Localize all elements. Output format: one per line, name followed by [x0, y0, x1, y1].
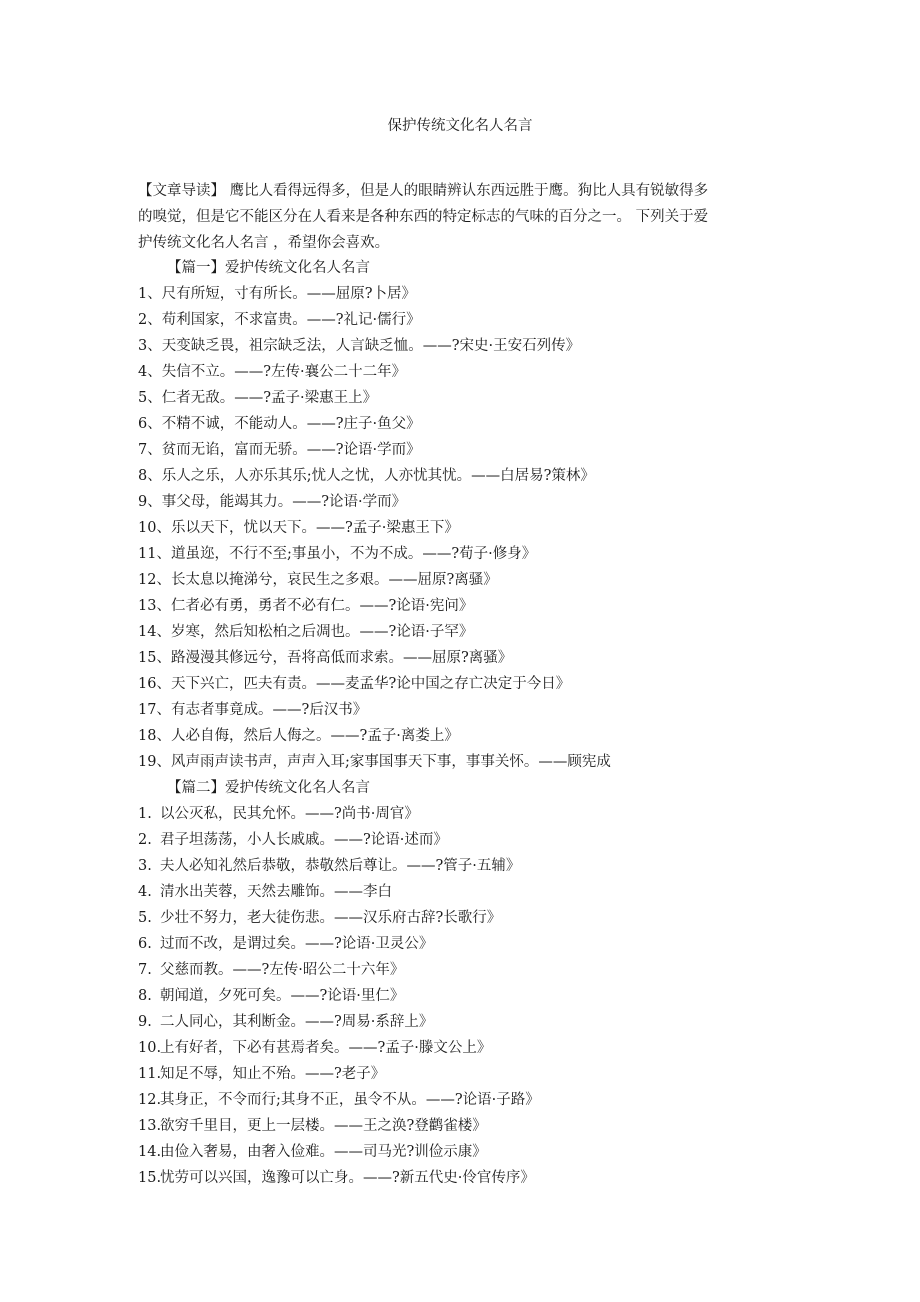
item-text: 道虽迩，不行不至;事虽小，不为不成。——?荀子·修身》 [170, 546, 537, 562]
item-text: 有志者事竟成。——?后汉书》 [170, 702, 368, 718]
quote-item [138, 749, 798, 775]
section-heading-2: 【篇二】爱护传统文化名人名言 [167, 780, 370, 796]
quote-item [138, 333, 798, 359]
quote-item [138, 541, 798, 567]
item-text: 事父母，能竭其力。——?论语·学而》 [161, 494, 407, 510]
item-number: 9. [138, 1014, 152, 1030]
item-text: 君子坦荡荡，小人长戚戚。——?论语·述而》 [160, 832, 448, 848]
quote-item [138, 593, 798, 619]
item-number: 4、 [138, 364, 162, 380]
item-number: 15、 [138, 650, 171, 666]
item-text: 长太息以掩涕兮，哀民生之多艰。——屈原?离骚》 [170, 572, 498, 588]
quote-item [138, 515, 798, 541]
quote-item [138, 489, 798, 515]
item-number: 12、 [138, 572, 171, 588]
item-number: 15. [138, 1170, 162, 1186]
quote-item [138, 437, 798, 463]
item-text: 仁者必有勇，勇者不必有仁。——?论语·宪问》 [170, 598, 474, 614]
item-number: 12. [138, 1092, 162, 1108]
item-number: 1. [138, 806, 152, 822]
quote-item [138, 385, 798, 411]
item-text: 岁寒，然后知松柏之后凋也。——?论语·子罕》 [170, 624, 474, 640]
item-text: 过而不改，是谓过矣。——?论语·卫灵公》 [160, 936, 434, 952]
item-number: 6、 [138, 416, 162, 432]
quote-item [138, 983, 798, 1009]
item-text: 知足不辱，知止不殆。——?老子》 [160, 1066, 386, 1082]
item-number: 8、 [138, 468, 162, 484]
intro-paragraph [138, 178, 788, 256]
item-text: 风声雨声读书声，声声入耳;家事国事天下事，事事关怀。——顾宪成 [170, 754, 611, 770]
item-text: 清水出芙蓉，天然去雕饰。——李白 [160, 884, 392, 900]
item-text: 不精不诚，不能动人。——?庄子·鱼父》 [161, 416, 421, 432]
intro-line: 【文章导读】 鹰比人看得远得多，但是人的眼睛辨认东西远胜于鹰。狗比人具有锐敏得多 [138, 183, 709, 199]
item-number: 9、 [138, 494, 162, 510]
intro-line: 的嗅觉，但是它不能区分在人看来是各种东西的特定标志的气味的百分之一。 下列关于爱 [138, 209, 709, 225]
item-text: 天变缺乏畏，祖宗缺乏法，人言缺乏恤。——?宋史·王安石列传》 [161, 338, 581, 354]
item-number: 5、 [138, 390, 162, 406]
quote-item [138, 905, 798, 931]
item-number: 11、 [138, 546, 171, 562]
document-title: 保护传统文化名人名言 [387, 118, 533, 134]
item-text: 失信不立。——?左传·襄公二十二年》 [161, 364, 407, 380]
quote-item [138, 1009, 798, 1035]
item-text: 其身正，不令而行;其身不正，虽令不从。——?论语·子路》 [160, 1092, 540, 1108]
item-text: 由俭入奢易，由奢入俭难。——司马光?训俭示康》 [160, 1144, 487, 1160]
item-number: 16、 [138, 676, 171, 692]
intro-line: 护传统文化名人名言 ，希望你会喜欢。 [138, 235, 390, 251]
item-text: 欲穷千里目，更上一层楼。——王之涣?登鹳雀楼》 [160, 1118, 487, 1134]
item-number: 10. [138, 1040, 162, 1056]
quote-item [138, 645, 798, 671]
item-number: 13、 [138, 598, 171, 614]
item-number: 14、 [138, 624, 171, 640]
quote-item [138, 827, 798, 853]
item-text: 乐人之乐，人亦乐其乐;忧人之忧，人亦忧其忧。——白居易?策林》 [161, 468, 595, 484]
quote-item [138, 931, 798, 957]
item-text: 忧劳可以兴国，逸豫可以亡身。——?新五代史·伶官传序》 [160, 1170, 535, 1186]
quote-item [138, 1139, 798, 1165]
quote-item [138, 853, 798, 879]
quote-item [138, 411, 798, 437]
item-text: 天下兴亡，匹夫有责。——麦孟华?论中国之存亡决定于今日》 [170, 676, 571, 692]
quote-item [138, 1087, 798, 1113]
quote-item [138, 671, 798, 697]
quote-item [138, 463, 798, 489]
quote-item [138, 879, 798, 905]
quote-item [138, 1035, 798, 1061]
item-number: 3、 [138, 338, 162, 354]
quote-item [138, 697, 798, 723]
item-number: 2. [138, 832, 152, 848]
item-number: 19、 [138, 754, 171, 770]
item-text: 以公灭私，民其允怀。——?尚书·周官》 [160, 806, 419, 822]
quote-item [138, 957, 798, 983]
item-number: 17、 [138, 702, 171, 718]
quote-item [138, 1165, 798, 1191]
item-text: 贫而无谄，富而无骄。——?论语·学而》 [161, 442, 421, 458]
item-text: 上有好者，下必有甚焉者矣。——?孟子·滕文公上》 [160, 1040, 492, 1056]
quote-list-area [138, 255, 798, 1191]
quote-item [138, 723, 798, 749]
quote-item [138, 281, 798, 307]
item-number: 6. [138, 936, 152, 952]
item-number: 4. [138, 884, 152, 900]
quote-item [138, 307, 798, 333]
item-text: 朝闻道，夕死可矣。——?论语·里仁》 [160, 988, 405, 1004]
item-number: 13. [138, 1118, 162, 1134]
item-text: 尺有所短，寸有所长。——屈原?卜居》 [161, 286, 417, 302]
item-text: 苟利国家，不求富贵。——?礼记·儒行》 [161, 312, 421, 328]
section-heading-1: 【篇一】爱护传统文化名人名言 [167, 260, 370, 276]
item-text: 夫人必知礼然后恭敬，恭敬然后尊让。——?管子·五辅》 [160, 858, 521, 874]
quote-item [138, 1113, 798, 1139]
item-text: 仁者无敌。——?孟子·梁惠王上》 [161, 390, 378, 406]
item-number: 8. [138, 988, 152, 1004]
item-number: 18、 [138, 728, 171, 744]
item-text: 乐以天下，忧以天下。——?孟子·梁惠王下》 [170, 520, 459, 536]
quote-item [138, 801, 798, 827]
item-number: 10、 [138, 520, 171, 536]
quote-item [138, 359, 798, 385]
item-number: 7、 [138, 442, 162, 458]
item-text: 少壮不努力，老大徒伤悲。——汉乐府古辞?长歌行》 [160, 910, 502, 926]
item-number: 7. [138, 962, 152, 978]
item-number: 1、 [138, 286, 162, 302]
item-number: 2、 [138, 312, 162, 328]
item-text: 父慈而教。——?左传·昭公二十六年》 [160, 962, 405, 978]
item-number: 11. [138, 1066, 162, 1082]
item-number: 5. [138, 910, 152, 926]
item-number: 3. [138, 858, 152, 874]
item-text: 路漫漫其修远兮，吾将高低而求索。——屈原?离骚》 [170, 650, 513, 666]
quote-item [138, 619, 798, 645]
item-text: 二人同心，其利断金。——?周易·系辞上》 [160, 1014, 434, 1030]
item-number: 14. [138, 1144, 162, 1160]
quote-item [138, 567, 798, 593]
quote-item [138, 1061, 798, 1087]
item-text: 人必自侮，然后人侮之。——?孟子·离娄上》 [170, 728, 459, 744]
